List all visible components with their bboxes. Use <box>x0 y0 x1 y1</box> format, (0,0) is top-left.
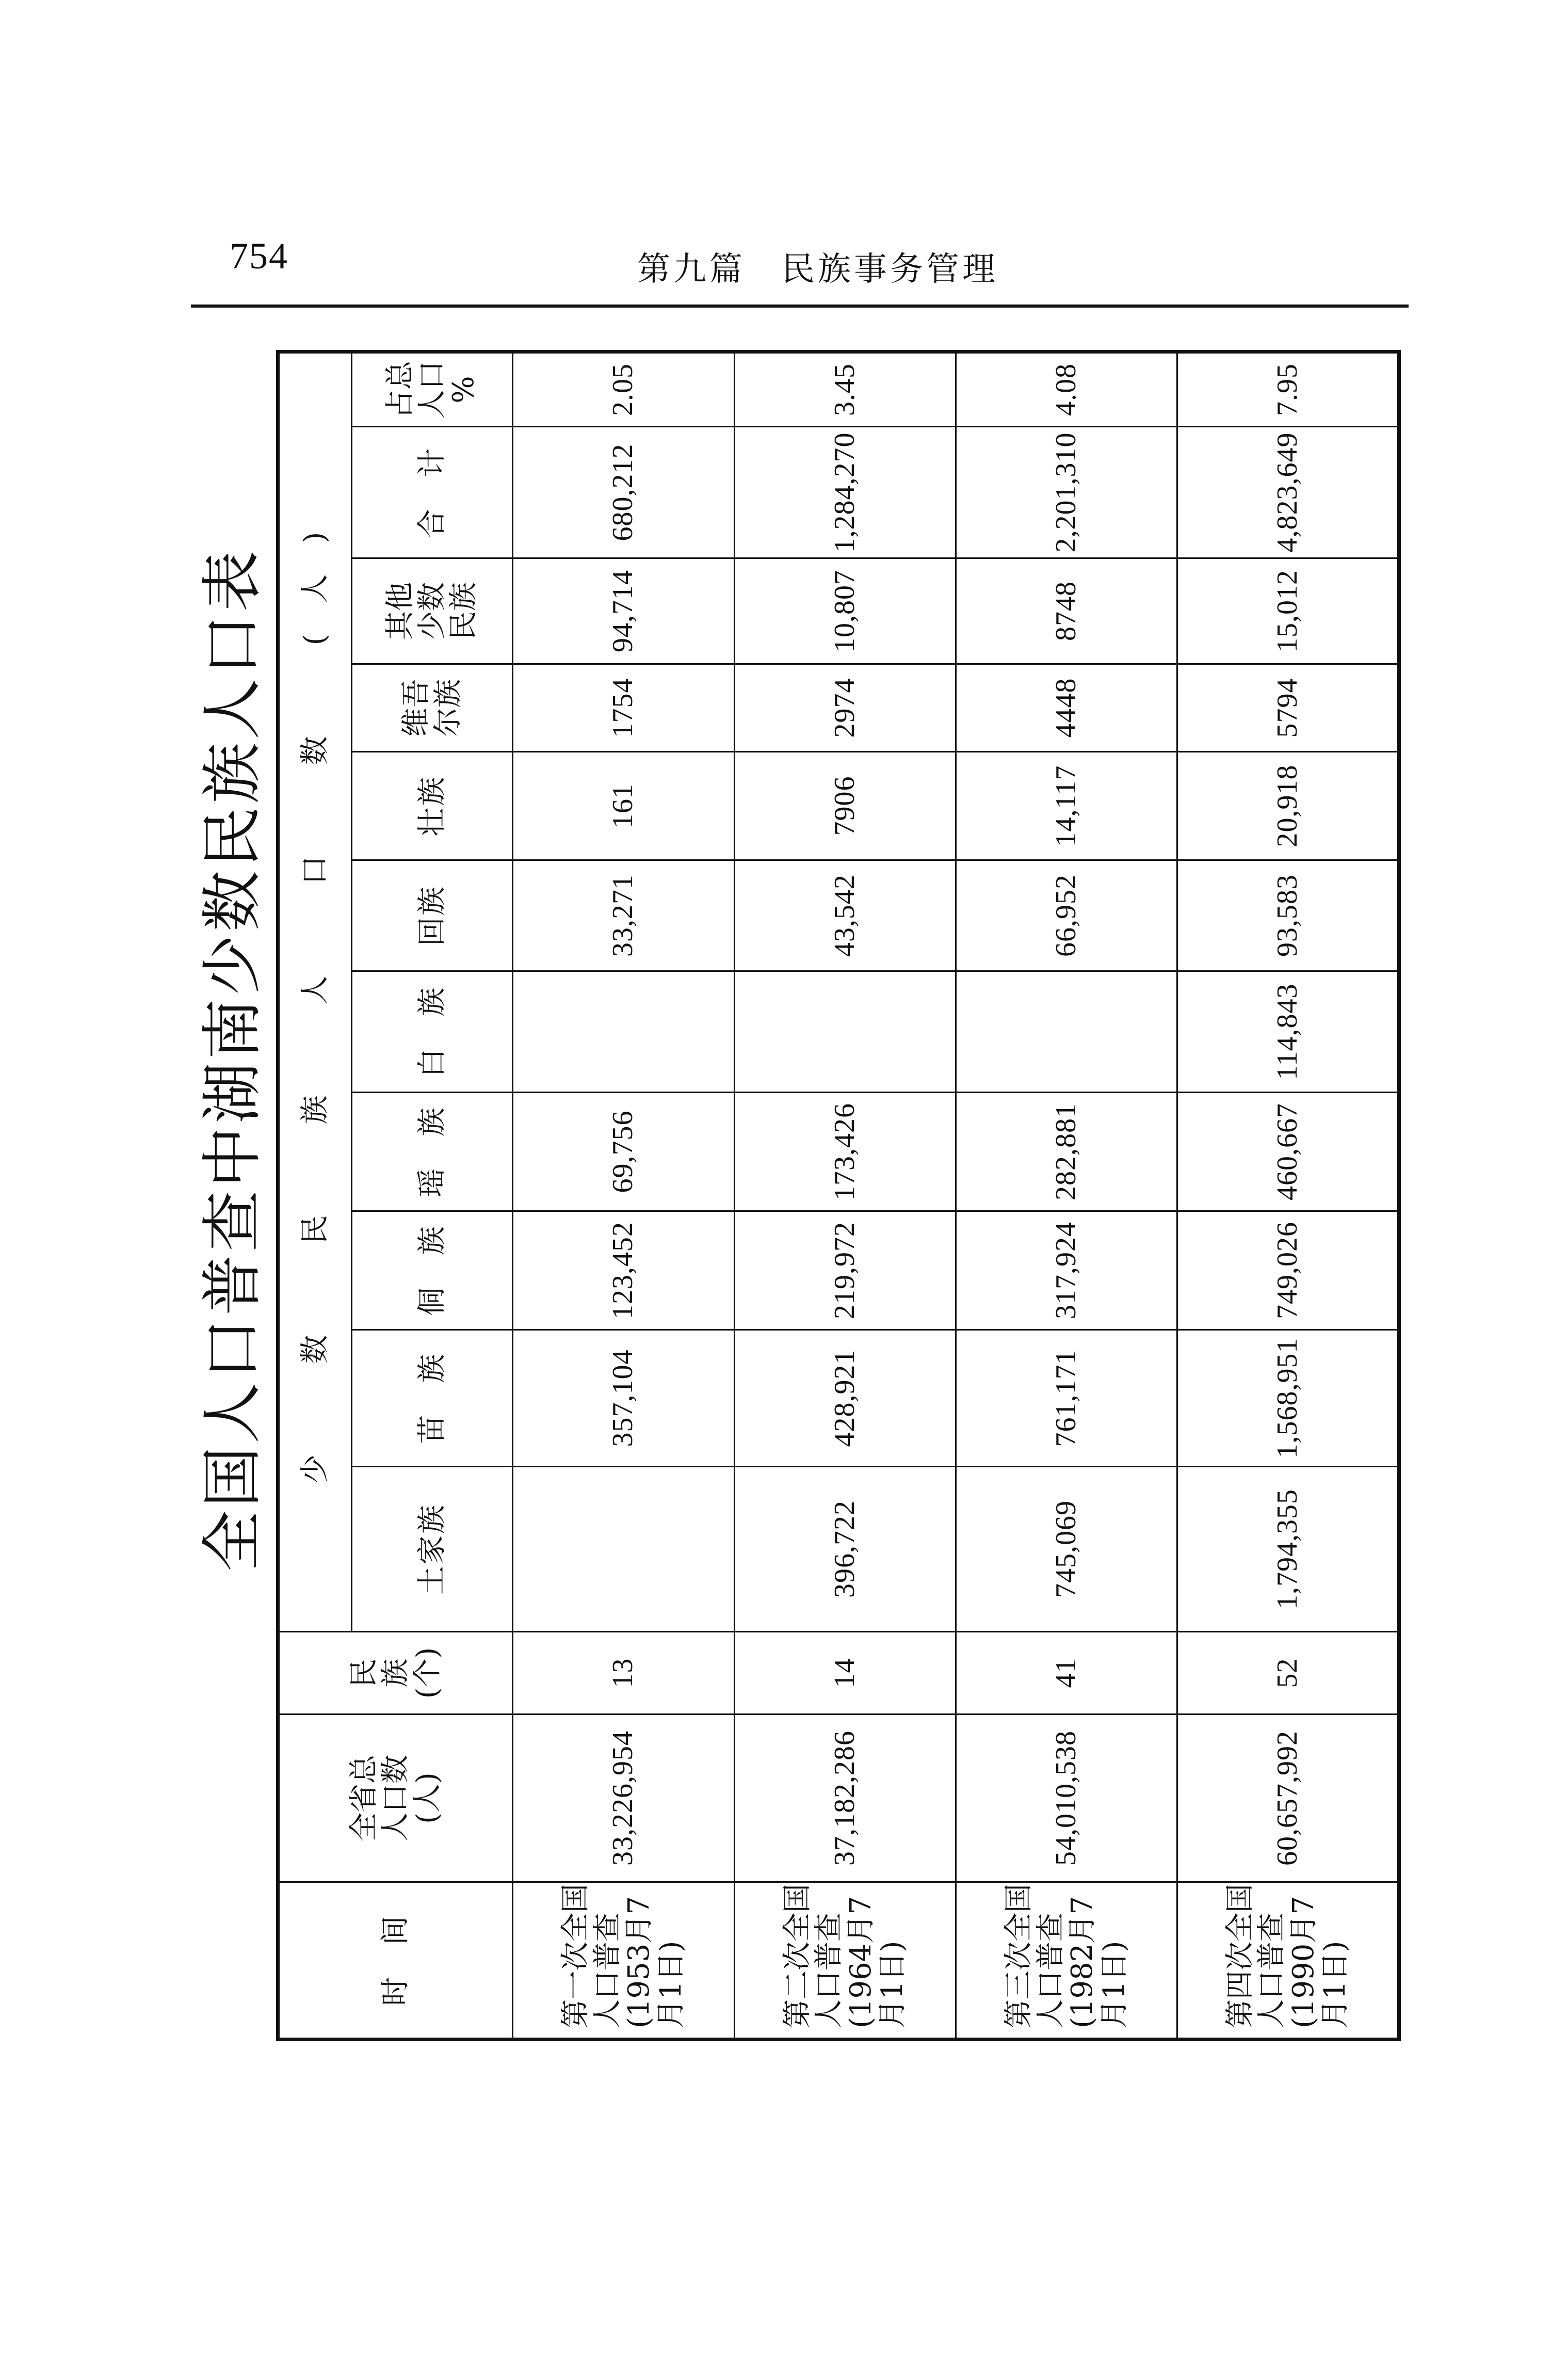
uygur-cell: 4448 <box>956 664 1177 752</box>
uygur-cell: 2974 <box>734 664 956 752</box>
dong-header: 侗 族 <box>352 1211 513 1330</box>
pct-cell: 4.08 <box>956 351 1177 426</box>
tujia-cell: 745,069 <box>956 1467 1177 1632</box>
groups-cell: 13 <box>513 1632 734 1715</box>
table-title: 全国人口普查中湖南少数民族人口表 <box>197 547 268 1572</box>
tujia-header: 土家族 <box>352 1467 513 1632</box>
percentage-header: 占总 人口 % <box>352 351 513 426</box>
yao-cell: 460,667 <box>1177 1093 1399 1211</box>
period-cell: 第三次全国人口普查(1982月7月1日) <box>956 1882 1177 2040</box>
minority-population-header: 少 数 民 族 人 口 数 (人) <box>278 351 352 1631</box>
yao-header: 瑶 族 <box>352 1093 513 1211</box>
dong-cell: 749,026 <box>1177 1211 1399 1330</box>
other-cell: 15,012 <box>1177 558 1399 664</box>
table-row <box>734 351 956 2039</box>
bai-cell: 114,843 <box>1177 971 1399 1093</box>
yao-cell: 282,881 <box>956 1093 1177 1211</box>
zhuang-cell: 14,117 <box>956 752 1177 860</box>
miao-cell: 1,568,951 <box>1177 1330 1399 1467</box>
other-cell: 94,714 <box>513 558 734 664</box>
hui-cell: 33,271 <box>513 860 734 971</box>
total-cell: 54,010,538 <box>956 1715 1177 1882</box>
total-population-header: 全省总 人口数 (人) <box>278 1715 513 1882</box>
table-row <box>1177 351 1399 2039</box>
other-cell: 8748 <box>956 558 1177 664</box>
period-cell: 第四次全国人口普查(1990月7月1日) <box>1177 1882 1399 2040</box>
dong-cell: 123,452 <box>513 1211 734 1330</box>
page-number: 754 <box>230 235 288 277</box>
bai-cell <box>956 971 1177 1093</box>
other-cell: 10,807 <box>734 558 956 664</box>
dong-cell: 219,972 <box>734 1211 956 1330</box>
sum-cell: 680,212 <box>513 427 734 558</box>
miao-cell: 428,921 <box>734 1330 956 1467</box>
sum-cell: 4,823,649 <box>1177 427 1399 558</box>
bai-cell <box>734 971 956 1093</box>
zhuang-cell: 7906 <box>734 752 956 860</box>
period-cell: 第一次全国人口普查(1953月7月1日) <box>513 1882 734 2040</box>
rotated-table-block <box>193 351 1401 2041</box>
uygur-header: 维吾 尔族 <box>352 664 513 752</box>
tujia-cell <box>513 1467 734 1632</box>
total-cell: 33,226,954 <box>513 1715 734 1882</box>
sum-cell: 2,201,310 <box>956 427 1177 558</box>
zhuang-cell: 20,918 <box>1177 752 1399 860</box>
bai-header: 白 族 <box>352 971 513 1093</box>
zhuang-header: 壮族 <box>352 752 513 860</box>
groups-cell: 14 <box>734 1632 956 1715</box>
yao-cell: 173,426 <box>734 1093 956 1211</box>
other-minorities-header: 其他 少数 民族 <box>352 558 513 664</box>
bai-cell <box>513 971 734 1093</box>
hui-header: 回族 <box>352 860 513 971</box>
yao-cell: 69,756 <box>513 1093 734 1211</box>
zhuang-cell: 161 <box>513 752 734 860</box>
header-row-1 <box>278 351 352 2039</box>
hui-cell: 43,542 <box>734 860 956 971</box>
pct-cell: 3.45 <box>734 351 956 426</box>
total-cell: 37,182,286 <box>734 1715 956 1882</box>
groups-cell: 52 <box>1177 1632 1399 1715</box>
miao-header: 苗 族 <box>352 1330 513 1467</box>
groups-cell: 41 <box>956 1632 1177 1715</box>
sum-cell: 1,284,270 <box>734 427 956 558</box>
ethnic-groups-header: 民 族 (个) <box>278 1632 513 1715</box>
uygur-cell: 5794 <box>1177 664 1399 752</box>
hui-cell: 66,952 <box>956 860 1177 971</box>
population-table <box>276 350 1401 2041</box>
tujia-cell: 396,722 <box>734 1467 956 1632</box>
total-cell: 60,657,992 <box>1177 1715 1399 1882</box>
time-header: 时 间 <box>278 1882 513 2040</box>
header-rule <box>191 305 1409 308</box>
table-row <box>513 351 734 2039</box>
period-cell: 第二次全国人口普查(1964月7月1日) <box>734 1882 956 2040</box>
miao-cell: 761,171 <box>956 1330 1177 1467</box>
tujia-cell: 1,794,355 <box>1177 1467 1399 1632</box>
pct-cell: 7.95 <box>1177 351 1399 426</box>
sum-header: 合 计 <box>352 427 513 558</box>
dong-cell: 317,924 <box>956 1211 1177 1330</box>
hui-cell: 93,583 <box>1177 860 1399 971</box>
table-row <box>956 351 1177 2039</box>
pct-cell: 2.05 <box>513 351 734 426</box>
uygur-cell: 1754 <box>513 664 734 752</box>
miao-cell: 357,104 <box>513 1330 734 1467</box>
running-head: 第九篇 民族事务管理 <box>637 250 998 289</box>
